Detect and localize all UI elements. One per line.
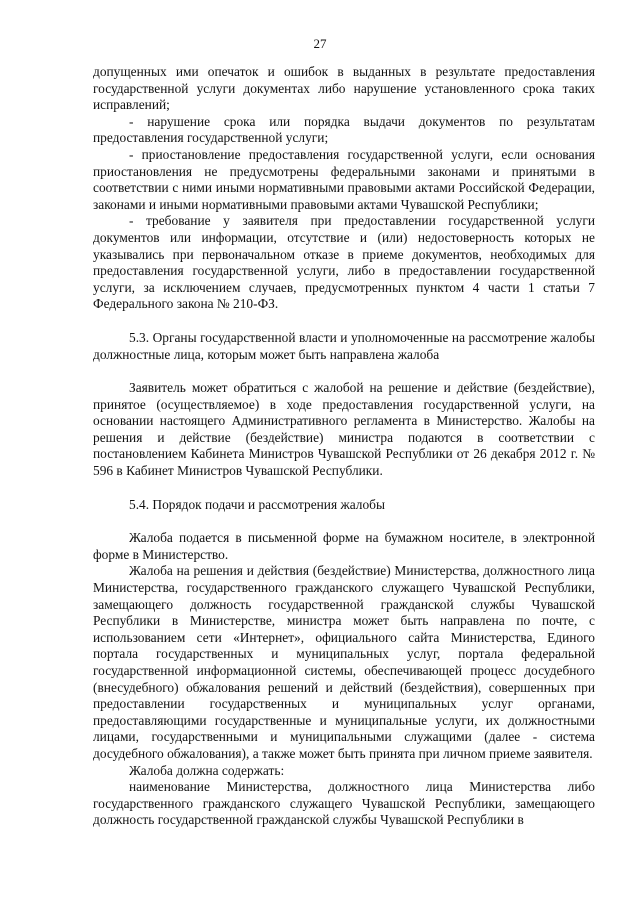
- paragraph-complaint-channels: Жалоба на решения и действия (бездействие) Министерства, должностного лица Министерства, государственного гражданского служащего Чувашской Республики, замещающего должность государственной гражданской службы Чувашской Республики в Министерстве, министра может быть направлена по почте, с использованием сети «Интернет», официального сайта Министерства, Единого портала государственных и муниципальных услуг, портала федеральной государственной информационной системы, обеспечивающей процесс досудебного (внесудебного) обжалования решений и действий (бездействия), совершенных при предоставлении государственных и муниципальных услуг органами, предоставляющими государственные и муниципальные услуги, их должностными лицами, государственными и муниципальными служащими (далее - система досудебного обжалования), а также может быть принята при личном приеме заявителя.: [93, 563, 595, 761]
- document-body: [93, 64, 595, 829]
- section-heading-5-3: 5.3. Органы государственной власти и уполномоченные на рассмотрение жалобы должностные лица, которым может быть направлена жалоба: [93, 329, 595, 362]
- paragraph-complaint-form: Жалоба подается в письменной форме на бумажном носителе, в электронной форме в Министерство.: [93, 530, 595, 562]
- paragraph-ministry-name: наименование Министерства, должностного лица Министерства либо государственного гражданского служащего Чувашской Республики, замещающего должность государственной гражданской службы Чувашской Республики в: [93, 779, 595, 828]
- page-number: 27: [313, 36, 327, 51]
- spacer: [93, 513, 595, 530]
- spacer: [93, 313, 595, 330]
- paragraph-correction-violation: допущенных ими опечаток и ошибок в выданных в результате предоставления государственной услуги документах либо нарушение установленного срока таких исправлений;: [93, 64, 595, 113]
- paragraph-complaint-right: Заявитель может обратиться с жалобой на решение и действие (бездействие), принятое (осуществляемое) в ходе предоставления государственной услуги, на основании настоящего Административного регламента в Министерство. Жалобы на решения и действие (бездействие) министра подаются в соответствии с постановлением Кабинета Министров Чувашской Республики от 26 декабря 2012 г. № 596 в Кабинет Министров Чувашской Республики.: [93, 380, 595, 479]
- paragraph-deadline-violation: - нарушение срока или порядка выдачи документов по результатам предоставления государственной услуги;: [93, 113, 595, 146]
- paragraph-suspension: - приостановление предоставления государственной услуги, если основания приостановления не предусмотрены федеральными законами и принятыми в соответствии с ними иными нормативными правовыми актами Российской Федерации, законами и иными нормативными правовыми актами Чувашской Республики;: [93, 146, 595, 212]
- paragraph-complaint-contents: Жалоба должна содержать:: [129, 762, 285, 778]
- spacer: [93, 363, 595, 380]
- spacer: [93, 480, 595, 497]
- paragraph-document-request: - требование у заявителя при предоставлении государственной услуги документов или информации, отсутствие и (или) недостоверность которых не указывались при первоначальном отказе в приеме документов, необходимых для предоставления государственной услуги, либо в предоставлении государственной услуги, за исключением случаев, предусмотренных пунктом 4 части 1 статьи 7 Федерального закона № 210-ФЗ.: [93, 213, 595, 312]
- section-heading-5-4: 5.4. Порядок подачи и рассмотрения жалобы: [129, 496, 385, 512]
